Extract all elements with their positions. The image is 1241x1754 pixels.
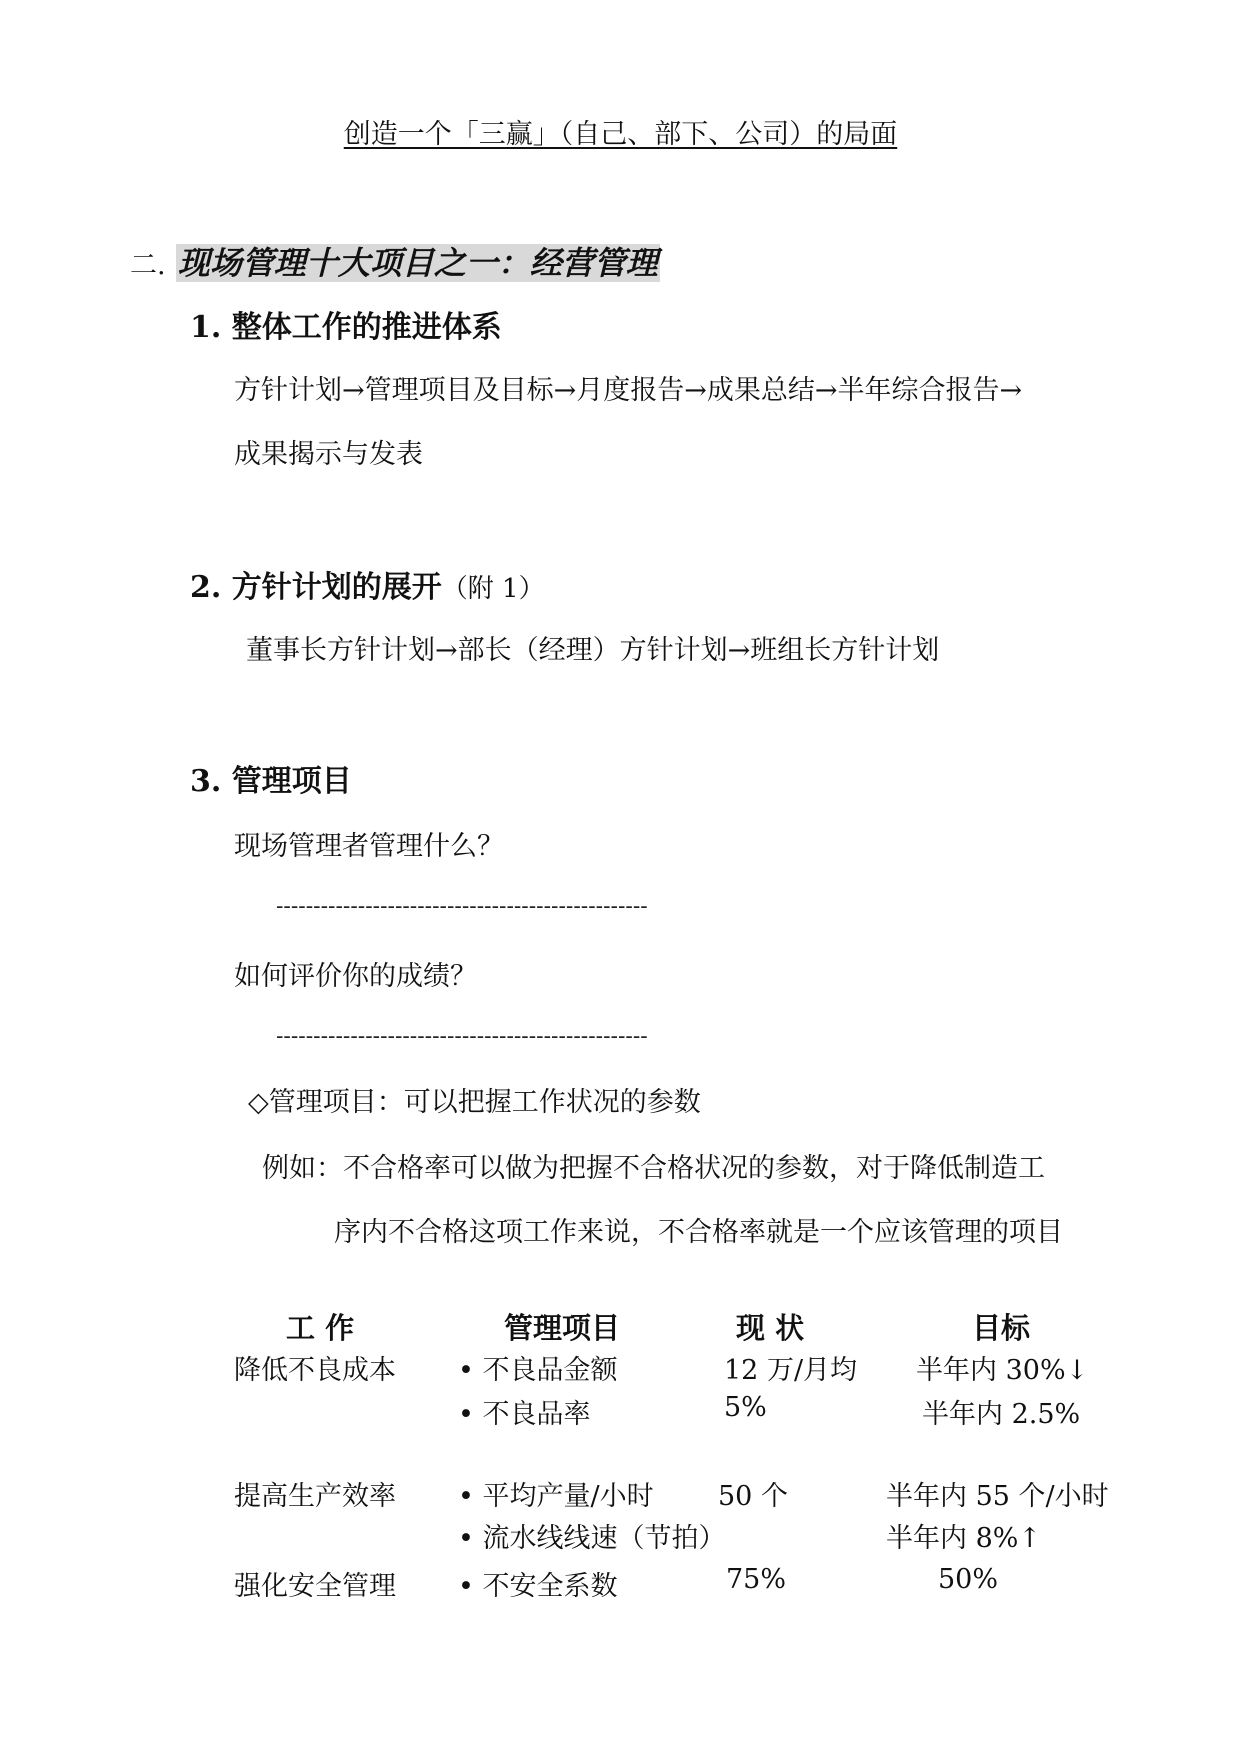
page-title: 创造一个「三赢」（自己、部下、公司）的局面 bbox=[343, 119, 898, 150]
item3-question2: 如何评价你的成绩？ bbox=[234, 961, 477, 992]
table-row-2-item: • 不良品率 bbox=[458, 1399, 591, 1430]
item3-example-line1: 例如：不合格率可以做为把握不合格状况的参数，对于降低制造工 bbox=[262, 1153, 1045, 1184]
table-row-3-current: 50 个 bbox=[718, 1481, 788, 1512]
section-number: 二. bbox=[130, 250, 166, 281]
table-row-1-current: 12 万/月均 bbox=[724, 1355, 858, 1386]
item3-question1: 现场管理者管理什么？ bbox=[234, 831, 504, 862]
item1-heading: 1. 整体工作的推进体系 bbox=[190, 310, 502, 345]
table-row-4-target: 半年内 8%↑ bbox=[886, 1523, 1042, 1554]
table-row-1-target: 半年内 30%↓ bbox=[916, 1355, 1089, 1386]
table-row-2-current: 5% bbox=[724, 1392, 767, 1423]
table-header-item: 管理项目 bbox=[504, 1311, 621, 1345]
table-row-3-work: 提高生产效率 bbox=[234, 1481, 396, 1512]
table-row-5-item: • 不安全系数 bbox=[458, 1571, 618, 1602]
table-row-5-target: 50% bbox=[938, 1564, 999, 1595]
table-row-4-item: • 流水线线速（节拍） bbox=[458, 1523, 726, 1554]
section-title: 现场管理十大项目之一：经营管理 bbox=[177, 244, 658, 282]
section-heading bbox=[130, 238, 660, 284]
item3-example-line2: 序内不合格这项工作来说，不合格率就是一个应该管理的项目 bbox=[334, 1217, 1063, 1248]
item1-line1: 方针计划→管理项目及目标→月度报告→成果总结→半年综合报告→ bbox=[234, 375, 1023, 406]
table-row-3-target: 半年内 55 个/小时 bbox=[886, 1481, 1109, 1512]
item2-note: （附 1） bbox=[441, 574, 545, 604]
item1-line2: 成果揭示与发表 bbox=[234, 439, 423, 470]
item3-definition: ◇管理项目：可以把握工作状况的参数 bbox=[248, 1087, 701, 1118]
table-row-3-item: • 平均产量/小时 bbox=[458, 1481, 654, 1512]
item3-heading: 3. 管理项目 bbox=[190, 764, 352, 799]
item3-answer-line2: -------------------------------------------------- bbox=[276, 1024, 648, 1049]
table-header-work: 工 作 bbox=[286, 1311, 355, 1345]
table-row-1-item: • 不良品金额 bbox=[458, 1355, 618, 1386]
item3-answer-line1: -------------------------------------------------- bbox=[276, 894, 648, 919]
item2-line1: 董事长方针计划→部长（经理）方针计划→班组长方针计划 bbox=[246, 635, 940, 666]
table-row-5-work: 强化安全管理 bbox=[234, 1571, 396, 1602]
table-row-1-work: 降低不良成本 bbox=[234, 1355, 396, 1386]
table-header-target: 目标 bbox=[972, 1311, 1031, 1345]
table-row-2-target: 半年内 2.5% bbox=[922, 1399, 1081, 1430]
table-header-current: 现 状 bbox=[736, 1311, 805, 1345]
item2-heading bbox=[190, 562, 545, 606]
item2-heading-text: 2. 方针计划的展开 bbox=[190, 570, 442, 605]
table-row-5-current: 75% bbox=[726, 1564, 787, 1595]
